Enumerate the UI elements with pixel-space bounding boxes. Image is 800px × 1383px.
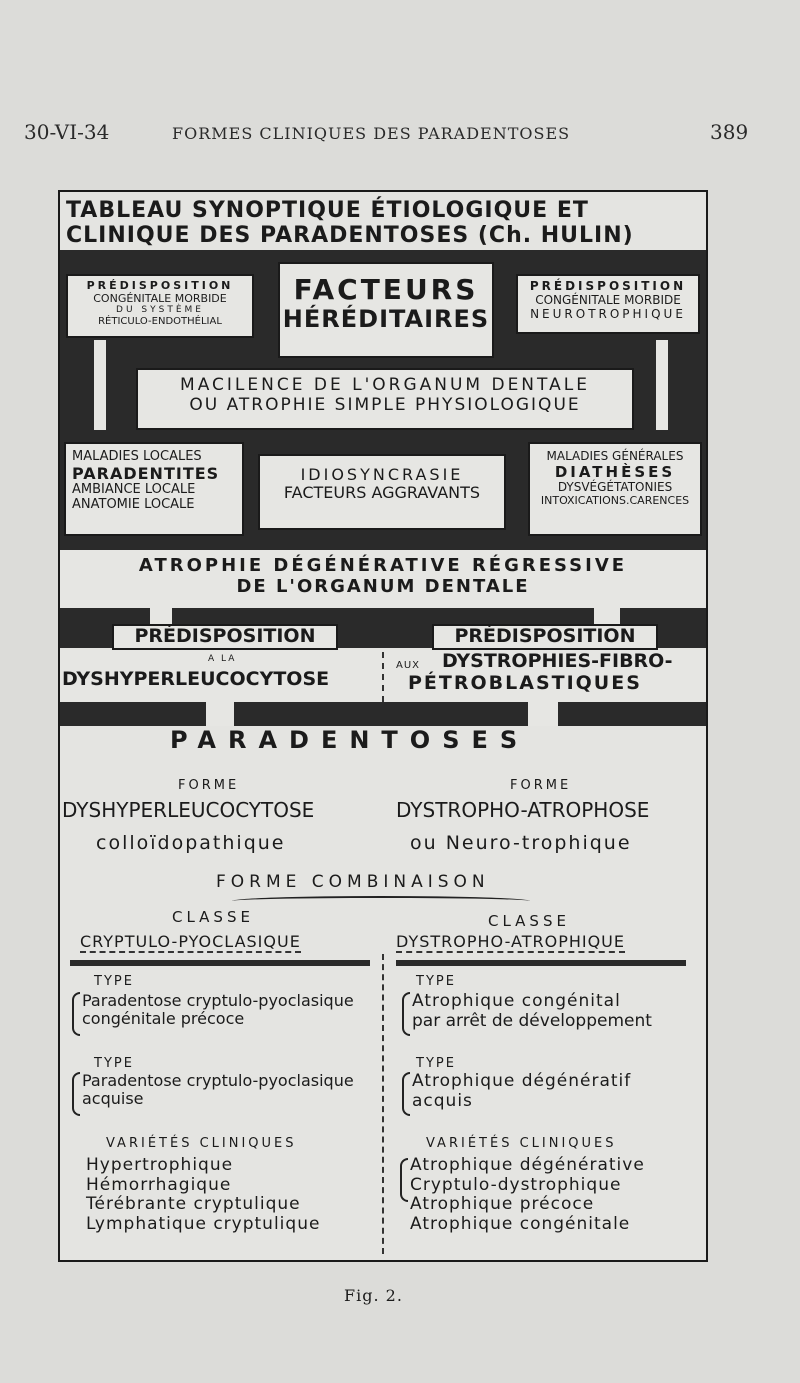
left-type1-1: Paradentose cryptulo-pyoclasique xyxy=(82,991,354,1010)
hered-center-box xyxy=(278,262,494,358)
page-number: 389 xyxy=(710,120,749,144)
factors-center-1: IDIOSYNCRASIE xyxy=(300,465,464,484)
band-paradentoses xyxy=(60,702,706,726)
left-type1-2: congénitale précoce xyxy=(82,1009,245,1029)
hered-center-2: HÉRÉDITAIRES xyxy=(282,305,490,334)
atrophie-2: DE L'ORGANUM DENTALE xyxy=(236,575,530,597)
factors-left-3: AMBIANCE LOCALE xyxy=(72,482,196,498)
rule-left xyxy=(70,960,370,966)
title-line-1: TABLEAU SYNOPTIQUE ÉTIOLOGIQUE ET xyxy=(66,198,589,223)
factors-left-1: MALADIES LOCALES xyxy=(72,449,202,464)
title-line-2: CLINIQUE DES PARADENTOSES (Ch. HULIN) xyxy=(66,223,634,249)
left-type2-1: Paradentose cryptulo-pyoclasique xyxy=(82,1071,354,1090)
predisp-left-main: DYSHYPERLEUCOCYTOSE xyxy=(62,668,330,690)
factors-right-3: DYSVÉGÉTATONIES xyxy=(557,480,673,495)
paradentoses-heading: PARADENTOSES xyxy=(170,726,530,754)
right-var-3: Atrophique précoce xyxy=(410,1194,595,1215)
macilence-box xyxy=(136,368,634,430)
left-var-label: VARIÉTÉS CLINIQUES xyxy=(106,1136,297,1151)
predisp-left-head-box xyxy=(112,624,338,650)
left-type1 xyxy=(82,992,354,1029)
predisp-right-main: DYSTROPHIES-FIBRO- xyxy=(442,650,673,672)
right-var-brace xyxy=(400,1158,408,1202)
predisp-right-head: PRÉDISPOSITION xyxy=(454,625,636,647)
gap-p-right xyxy=(528,702,558,726)
factors-left-4: ANATOMIE LOCALE xyxy=(72,497,195,513)
right-vars xyxy=(410,1156,645,1234)
forme-left-name: DYSHYPERLEUCOCYTOSE xyxy=(62,798,315,822)
predisp-right-sub: AUX xyxy=(396,660,421,671)
right-var-4: Atrophique congénitale xyxy=(410,1213,631,1234)
right-type2-label: TYPE xyxy=(416,1056,456,1071)
rule-right xyxy=(396,960,686,966)
factors-center-box xyxy=(258,454,506,530)
factors-right-1: MALADIES GÉNÉRALES xyxy=(546,449,684,463)
atrophie-box xyxy=(60,550,706,608)
right-type1-brace xyxy=(402,992,410,1036)
hered-left-box xyxy=(66,274,254,338)
classe-right-name: DYSTROPHO-ATROPHIQUE xyxy=(396,932,625,951)
right-type2-1: Atrophique dégénératif xyxy=(412,1071,632,1091)
atrophie-1: ATROPHIE DÉGÉNÉRATIVE RÉGRESSIVE xyxy=(138,555,628,576)
predisp-right-main2: PÉTROBLASTIQUES xyxy=(408,672,642,694)
left-var-3: Térébrante cryptulique xyxy=(86,1194,301,1215)
left-type2-2: acquise xyxy=(82,1089,144,1109)
connector-right xyxy=(656,340,668,440)
hered-left-4: RÉTICULO-ENDOTHÉLIAL xyxy=(98,315,222,327)
forme-right-label: FORME xyxy=(510,778,572,793)
forme-right-name: DYSTROPHO-ATROPHOSE xyxy=(396,798,650,822)
factors-center-2: FACTEURS AGGRAVANTS xyxy=(283,483,481,503)
left-var-2: Hémorrhagique xyxy=(86,1174,232,1195)
hered-right-2: CONGÉNITALE MORBIDE xyxy=(535,292,681,307)
left-type1-brace xyxy=(72,992,80,1036)
column-divider xyxy=(382,954,384,1254)
hered-center-1: FACTEURS xyxy=(293,273,479,306)
classe-left-name: CRYPTULO-PYOCLASIQUE xyxy=(80,932,301,951)
predisp-divider xyxy=(382,652,384,702)
hered-right-box xyxy=(516,274,700,334)
right-type1-2: par arrêt de développement xyxy=(412,1010,652,1031)
combinaison-label: FORME COMBINAISON xyxy=(216,872,490,892)
predisp-left-sub: A LA xyxy=(208,654,237,664)
factors-right-2: DIATHÈSES xyxy=(554,462,676,481)
gap-p-left xyxy=(206,702,234,726)
right-var-2: Cryptulo-dystrophique xyxy=(410,1174,622,1195)
classe-right-label: CLASSE xyxy=(488,912,570,930)
predisp-left-head: PRÉDISPOSITION xyxy=(134,625,316,647)
factors-right-4: INTOXICATIONS.CARENCES xyxy=(540,493,690,507)
figure-caption: Fig. 2. xyxy=(344,1286,403,1305)
right-type2-2: acquis xyxy=(412,1090,473,1111)
left-vars xyxy=(86,1156,320,1234)
forme-right-sub: ou Neuro-trophique xyxy=(410,832,632,854)
right-type1-label: TYPE xyxy=(416,974,456,989)
table-title xyxy=(66,198,700,249)
page-date: 30-VI-34 xyxy=(24,120,110,144)
left-type2-label: TYPE xyxy=(94,1056,134,1071)
macilence-1: MACILENCE DE L'ORGANUM DENTALE xyxy=(180,375,590,395)
hered-right-3: NEUROTROPHIQUE xyxy=(530,306,686,321)
hered-left-1: PRÉDISPOSITION xyxy=(86,279,234,292)
connector-left xyxy=(94,340,106,440)
hered-left-2: CONGÉNITALE MORBIDE xyxy=(93,291,227,305)
hered-left-3: DU SYSTÈME xyxy=(116,305,204,316)
left-type2-brace xyxy=(72,1072,80,1116)
hered-right-1: PRÉDISPOSITION xyxy=(529,279,687,293)
synoptic-table xyxy=(58,190,708,1262)
macilence-2: OU ATROPHIE SIMPLE PHYSIOLOGIQUE xyxy=(189,394,581,415)
running-title: FORMES CLINIQUES DES PARADENTOSES xyxy=(172,124,571,143)
left-var-4: Lymphatique cryptulique xyxy=(86,1213,321,1234)
right-type2-brace xyxy=(402,1072,410,1116)
forme-left-label: FORME xyxy=(178,778,240,793)
predisp-right-head-box xyxy=(432,624,658,650)
classe-left-label: CLASSE xyxy=(172,908,254,926)
right-var-1: Atrophique dégénérative xyxy=(410,1155,645,1175)
right-var-label: VARIÉTÉS CLINIQUES xyxy=(426,1136,617,1151)
factors-left-2: PARADENTITES xyxy=(72,463,220,483)
factors-left-box xyxy=(64,442,244,536)
right-type2 xyxy=(412,1072,631,1111)
factors-right-box xyxy=(528,442,702,536)
right-type1 xyxy=(412,992,652,1031)
right-type1-1: Atrophique congénital xyxy=(412,991,621,1011)
left-var-1: Hypertrophique xyxy=(86,1155,234,1175)
left-type1-label: TYPE xyxy=(94,974,134,989)
combinaison-brace xyxy=(232,896,530,906)
forme-left-sub: colloïdopathique xyxy=(96,832,286,854)
left-type2 xyxy=(82,1072,354,1109)
